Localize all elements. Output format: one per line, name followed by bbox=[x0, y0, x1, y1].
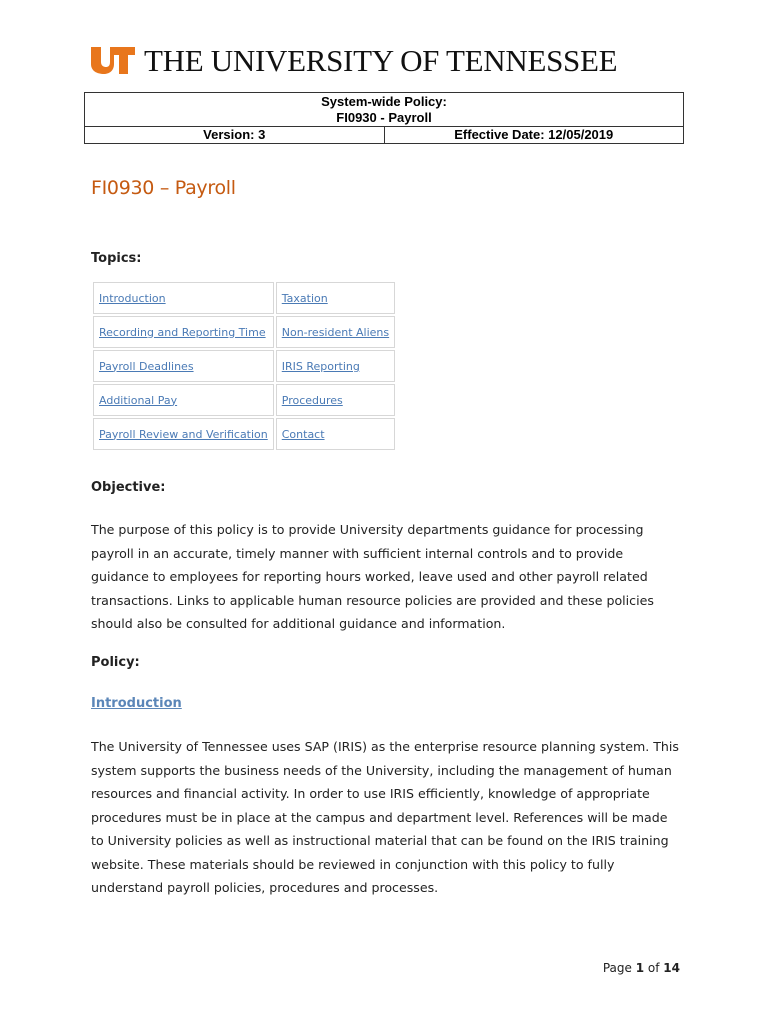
topics-row bbox=[93, 384, 395, 416]
topic-link[interactable]: Payroll Deadlines bbox=[99, 359, 194, 373]
topics-row bbox=[93, 418, 395, 450]
university-name: THE UNIVERSITY OF TENNESSEE bbox=[144, 42, 618, 78]
topics-cell bbox=[276, 418, 395, 450]
policy-id: FI0930 - Payroll bbox=[336, 110, 432, 125]
topics-cell bbox=[93, 384, 274, 416]
topics-table bbox=[91, 280, 397, 452]
topics-row bbox=[93, 282, 395, 314]
topic-link[interactable]: Procedures bbox=[281, 393, 343, 407]
topic-link[interactable]: Taxation bbox=[281, 291, 328, 305]
topics-heading: Topics: bbox=[91, 251, 142, 266]
topics-cell bbox=[276, 384, 395, 416]
ut-logo-icon bbox=[90, 45, 136, 75]
topics-cell bbox=[93, 316, 274, 348]
policy-header-table bbox=[84, 92, 684, 144]
topics-cell bbox=[276, 282, 395, 314]
topic-link[interactable]: Contact bbox=[281, 427, 325, 441]
topic-link[interactable]: IRIS Reporting bbox=[281, 359, 360, 373]
policy-version: Version: 3 bbox=[203, 127, 266, 142]
topic-link[interactable]: Payroll Review and Verification bbox=[99, 427, 268, 441]
page-number: 1 bbox=[635, 961, 645, 975]
topics-cell bbox=[93, 282, 274, 314]
objective-heading: Objective: bbox=[91, 480, 166, 495]
of-word: of bbox=[647, 961, 660, 975]
objective-text: The purpose of this policy is to provide University departments guidance for processing payroll in an accurate, timely manner with sufficient internal controls and to provide guidance to employees for reporting hours worked, leave used and other payroll related transactions. Links to applicable human resource policies are provided and these policies should also be consulted for additional guidance and information. bbox=[91, 522, 654, 631]
page-word: Page bbox=[602, 961, 632, 975]
policy-title-block bbox=[85, 93, 683, 126]
topic-link[interactable]: Recording and Reporting Time bbox=[99, 325, 266, 339]
policy-type: System-wide Policy: bbox=[321, 94, 447, 109]
topics-cell bbox=[93, 350, 274, 382]
topic-link[interactable]: Introduction bbox=[99, 291, 166, 305]
page-footer bbox=[603, 961, 680, 975]
page-title: FI0930 – Payroll bbox=[91, 177, 236, 199]
topics-cell bbox=[276, 350, 395, 382]
topics-cell bbox=[276, 316, 395, 348]
introduction-text: The University of Tennessee uses SAP (IRIS) as the enterprise resource planning system. This system supports the business needs of the University, including the management of human resources and financial activity. In order to use IRIS efficiently, knowledge of appropriate procedures must be in place at the campus and department level. References will be made to University policies as well as instructional material that can be found on the IRIS training website. These materials should be reviewed in conjunction with this policy to fully understand payroll policies, procedures and processes. bbox=[91, 739, 679, 895]
policy-effective-date: Effective Date: 12/05/2019 bbox=[384, 127, 684, 143]
university-logo bbox=[90, 42, 617, 78]
policy-heading: Policy: bbox=[91, 655, 140, 670]
topics-row bbox=[93, 316, 395, 348]
topic-link[interactable]: Additional Pay bbox=[99, 393, 178, 407]
page-total: 14 bbox=[663, 961, 680, 975]
topic-link[interactable]: Non-resident Aliens bbox=[281, 325, 390, 339]
policy-meta-row bbox=[85, 126, 683, 143]
topics-row bbox=[93, 350, 395, 382]
topics-cell bbox=[93, 418, 274, 450]
introduction-heading-link[interactable]: Introduction bbox=[91, 696, 182, 711]
